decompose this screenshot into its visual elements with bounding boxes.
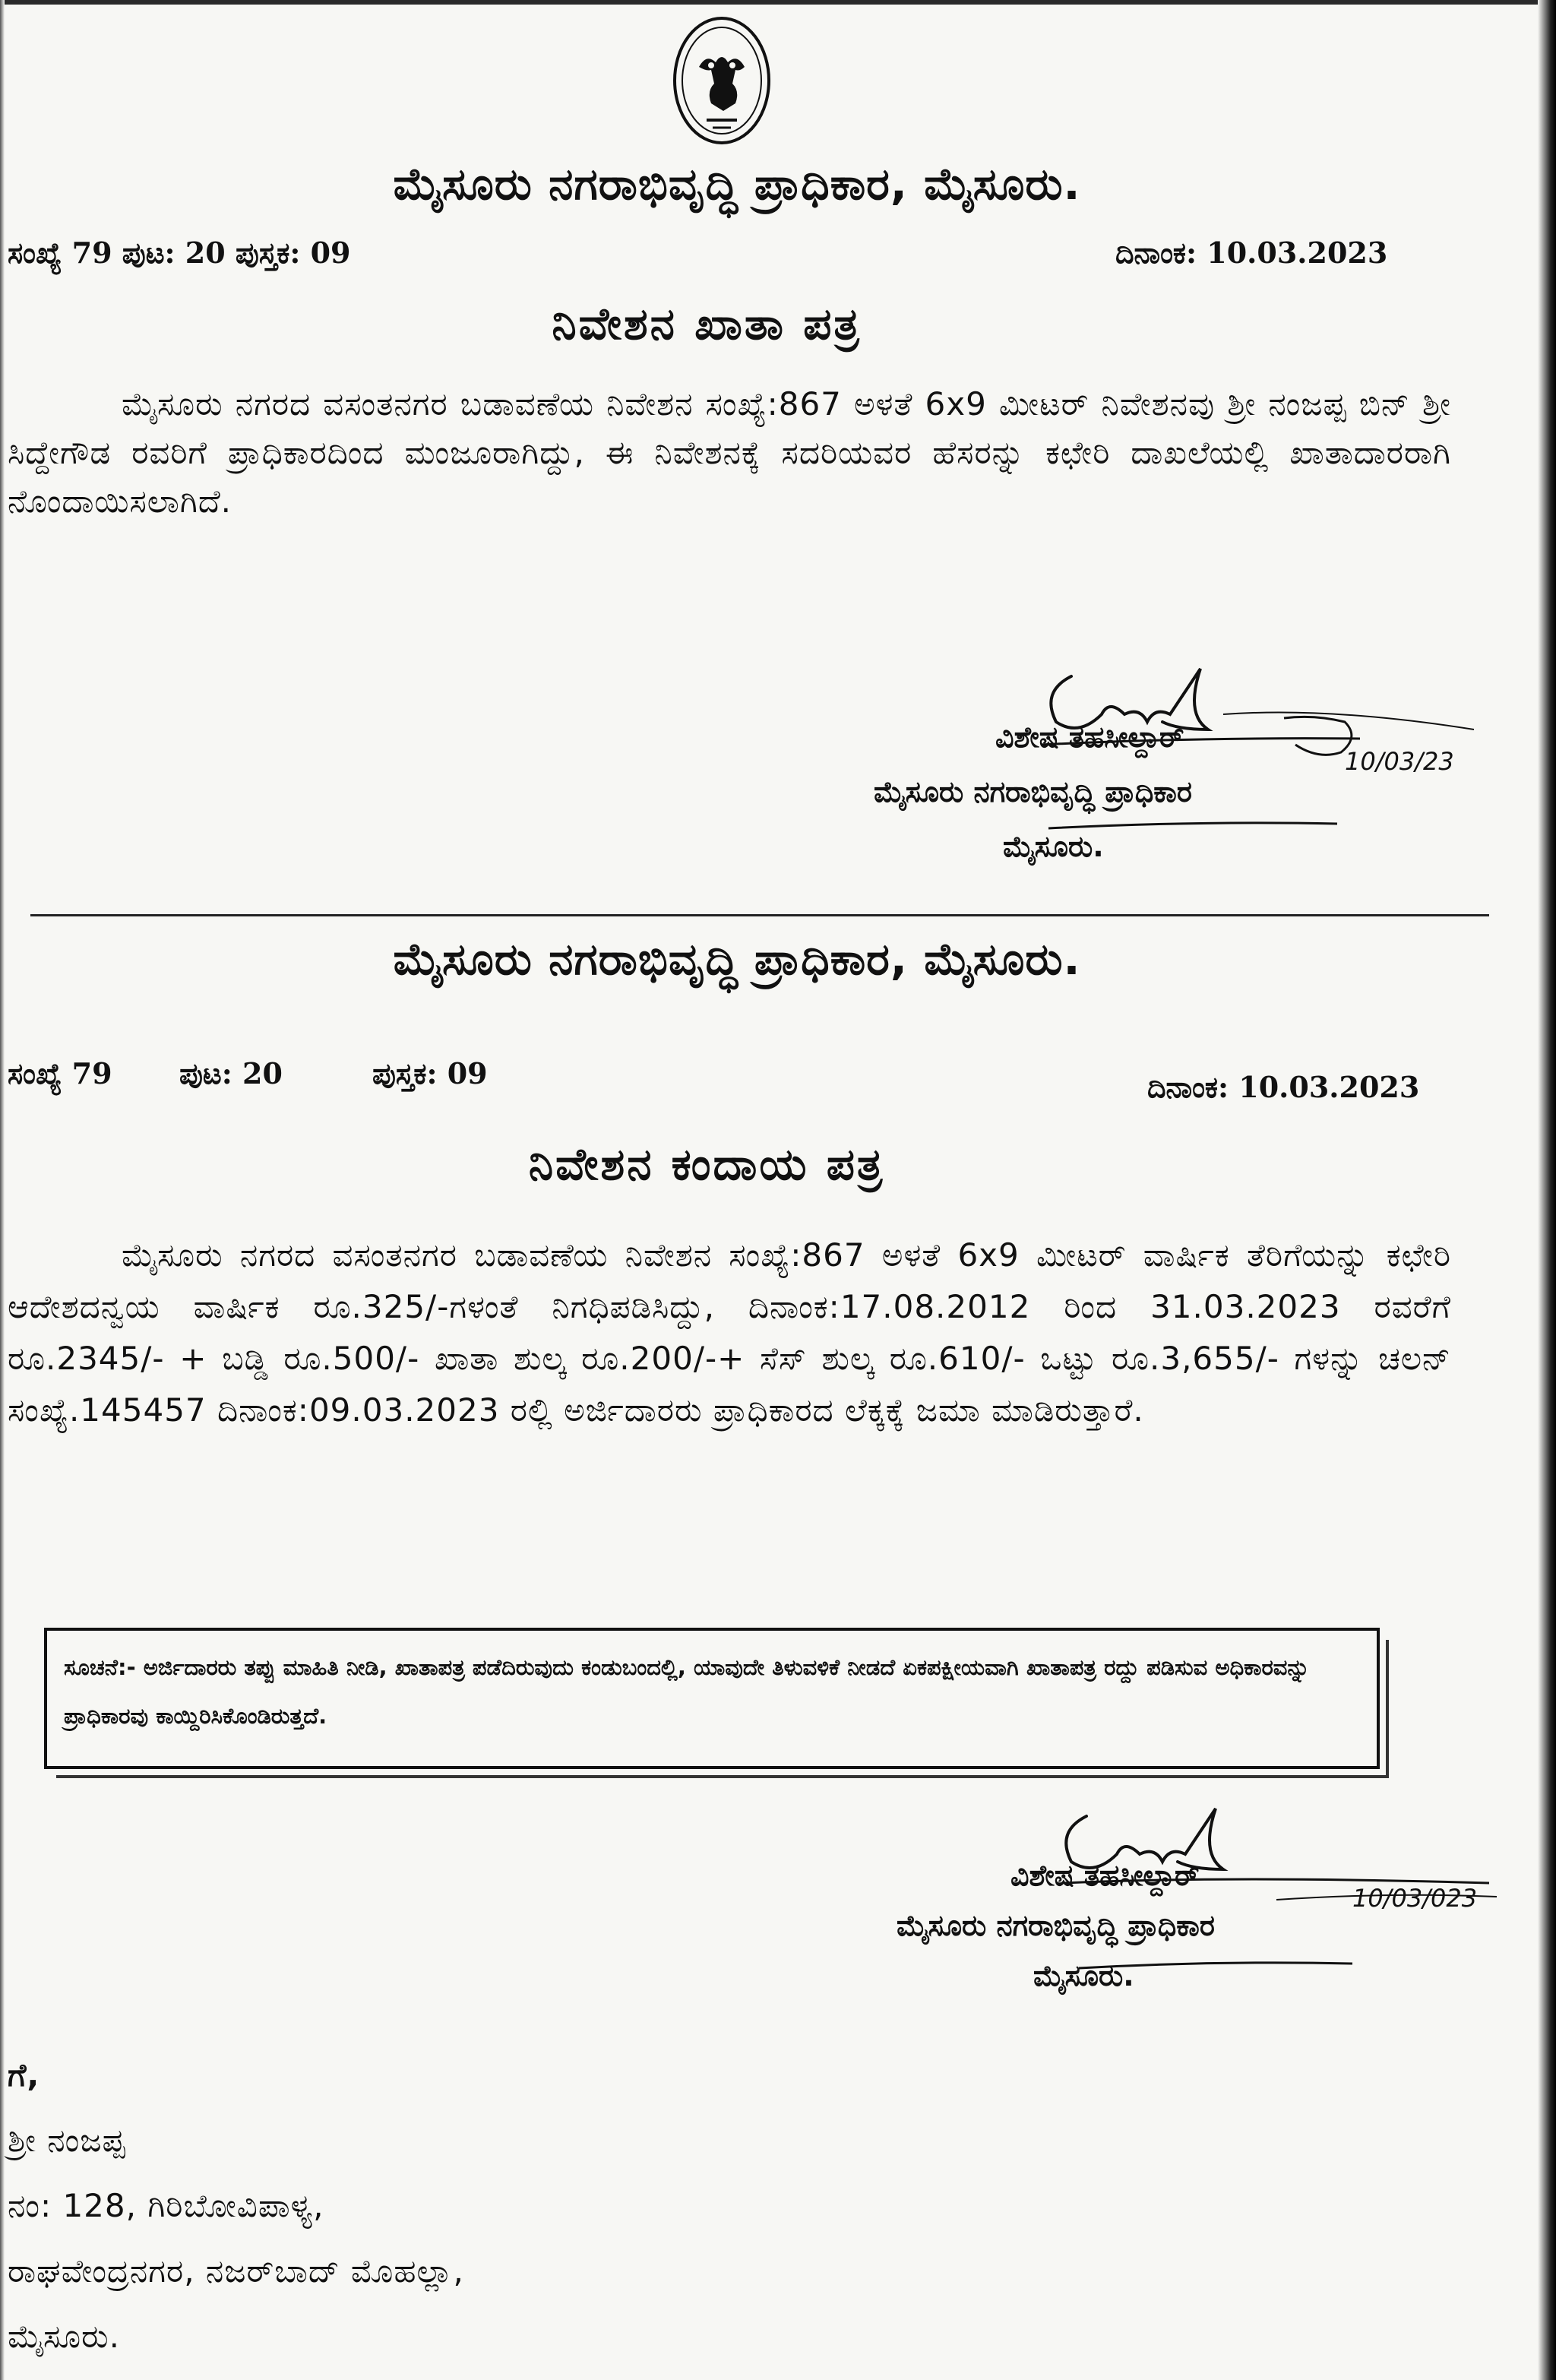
- scan-edge-right: [1538, 0, 1556, 2380]
- addressee-line-3: ಮೈಸೂರು.: [8, 2318, 121, 2355]
- reference-number: ಸಂಖ್ಯೆ 79 ಪುಟ: 20 ಪುಸ್ತಕ: 09: [8, 236, 351, 270]
- signatory-city: ಮೈಸೂರು.: [1003, 830, 1104, 863]
- addressee-block: [8, 2043, 464, 2369]
- signatory-authority: ಮೈಸೂರು ನಗರಾಭಿವೃದ್ಧಿ ಪ್ರಾಧಿಕಾರ: [897, 1909, 1215, 1942]
- revenue-body-paragraph: ಮೈಸೂರು ನಗರದ ವಸಂತನಗರ ಬಡಾವಣೆಯ ನಿವೇಶನ ಸಂಖ್ಯೆ:867 ಅಳತೆ 6x9 ಮೀಟರ್ ವಾರ್ಷಿಕ ತೆರಿಗೆಯನ್ನು ಕಛೇರಿ ಆದೇಶದನ್ವಯ ವಾರ್ಷಿಕ ರೂ.325/-ಗಳಂತೆ ನಿಗಧಿಪಡಿಸಿದ್ದು, ದಿನಾಂಕ:17.08.2012 ರಿಂದ 31.03.2023 ರವರೆಗೆ ರೂ.2345/- + ಬಡ್ಡಿ ರೂ.500/- ಖಾತಾ ಶುಲ್ಕ ರೂ.200/-+ ಸೆಸ್ ಶುಲ್ಕ ರೂ.610/- ಒಟ್ಟು ರೂ.3,655/- ಗಳನ್ನು ಚಲನ್ ಸಂಖ್ಯೆ.145457 ದಿನಾಂಕ:09.03.2023 ರಲ್ಲಿ ಅರ್ಜಿದಾರರು ಪ್ರಾಧಿಕಾರದ ಲೆಕ್ಕಕ್ಕೆ ಜಮಾ ಮಾಡಿರುತ್ತಾರೆ.: [8, 1236, 1451, 1429]
- government-seal-icon: [669, 14, 775, 150]
- signature-date: 10/03/023: [1352, 1884, 1478, 1913]
- document-title: ನಿವೇಶನ ಖಾತಾ ಪತ್ರ: [552, 298, 862, 350]
- signature-block: [897, 1786, 1504, 2059]
- authority-heading: ಮೈಸೂರು ನಗರಾಭಿವೃದ್ಧಿ ಪ್ರಾಧಿಕಾರ, ಮೈಸೂರು.: [393, 933, 1081, 985]
- notice-box: ಸೂಚನೆ:- ಅರ್ಜಿದಾರರು ತಪ್ಪು ಮಾಹಿತಿ ನೀಡಿ, ಖಾತಾಪತ್ರ ಪಡೆದಿರುವುದು ಕಂಡುಬಂದಲ್ಲಿ, ಯಾವುದೇ ತಿಳುವಳಿಕೆ ನೀಡದೆ ಏಕಪಕ್ಷೀಯವಾಗಿ ಖಾತಾಪತ್ರ ರದ್ದು ಪಡಿಸುವ ಅಧಿಕಾರವನ್ನು ಪ್ರಾಧಿಕಾರವು ಕಾಯ್ದಿರಿಸಿಕೊಂಡಿರುತ್ತದೆ.: [44, 1628, 1380, 1769]
- issue-date: ದಿನಾಂಕ: 10.03.2023: [1115, 236, 1388, 270]
- issue-date: ದಿನಾಂಕ: 10.03.2023: [1147, 1070, 1420, 1104]
- signatory-designation: ವಿಶೇಷ ತಹಸೀಲ್ದಾರ್: [995, 720, 1184, 754]
- reference-page: ಪುಟ: 20: [179, 1056, 283, 1090]
- addressee-line-2: ರಾಘವೇಂದ್ರನಗರ, ನಜರ್‌ಬಾದ್ ಮೊಹಲ್ಲಾ,: [8, 2252, 464, 2290]
- addressee-salutation: ಗೆ,: [8, 2056, 40, 2094]
- section-divider: [30, 914, 1489, 916]
- addressee-name: ಶ್ರೀ ನಂಜಪ್ಪ: [8, 2122, 126, 2159]
- addressee-line-1: ನಂ: 128, ಗಿರಿಬೋವಿಪಾಳ್ಯ,: [8, 2187, 324, 2224]
- reference-number: ಸಂಖ್ಯೆ 79: [8, 1056, 112, 1090]
- signatory-authority: ಮೈಸೂರು ನಗರಾಭಿವೃದ್ಧಿ ಪ್ರಾಧಿಕಾರ: [874, 775, 1192, 809]
- signature-date: 10/03/23: [1345, 747, 1454, 776]
- signature-block: [874, 631, 1482, 904]
- authority-heading: ಮೈಸೂರು ನಗರಾಭಿವೃದ್ಧಿ ಪ್ರಾಧಿಕಾರ, ಮೈಸೂರು.: [393, 158, 1081, 210]
- signatory-city: ಮೈಸೂರು.: [1033, 1959, 1134, 1992]
- document-title: ನಿವೇಶನ ಕಂದಾಯ ಪತ್ರ: [528, 1138, 885, 1190]
- scan-edge-top: [0, 0, 1556, 5]
- signatory-designation: ವಿಶೇಷ ತಹಸೀಲ್ದಾರ್: [1010, 1859, 1200, 1892]
- reference-book: ಪುಸ್ತಕ: 09: [372, 1056, 488, 1090]
- khata-body-paragraph: ಮೈಸೂರು ನಗರದ ವಸಂತನಗರ ಬಡಾವಣೆಯ ನಿವೇಶನ ಸಂಖ್ಯೆ:867 ಅಳತೆ 6x9 ಮೀಟರ್ ನಿವೇಶನವು ಶ್ರೀ ನಂಜಪ್ಪ ಬಿನ್ ಶ್ರೀ ಸಿದ್ದೇಗೌಡ ರವರಿಗೆ ಪ್ರಾಧಿಕಾರದಿಂದ ಮಂಜೂರಾಗಿದ್ದು, ಈ ನಿವೇಶನಕ್ಕೆ ಸದರಿಯವರ ಹೆಸರನ್ನು ಕಛೇರಿ ದಾಖಲೆಯಲ್ಲಿ ಖಾತಾದಾರರಾಗಿ ನೊಂದಾಯಿಸಲಾಗಿದೆ.: [8, 385, 1451, 520]
